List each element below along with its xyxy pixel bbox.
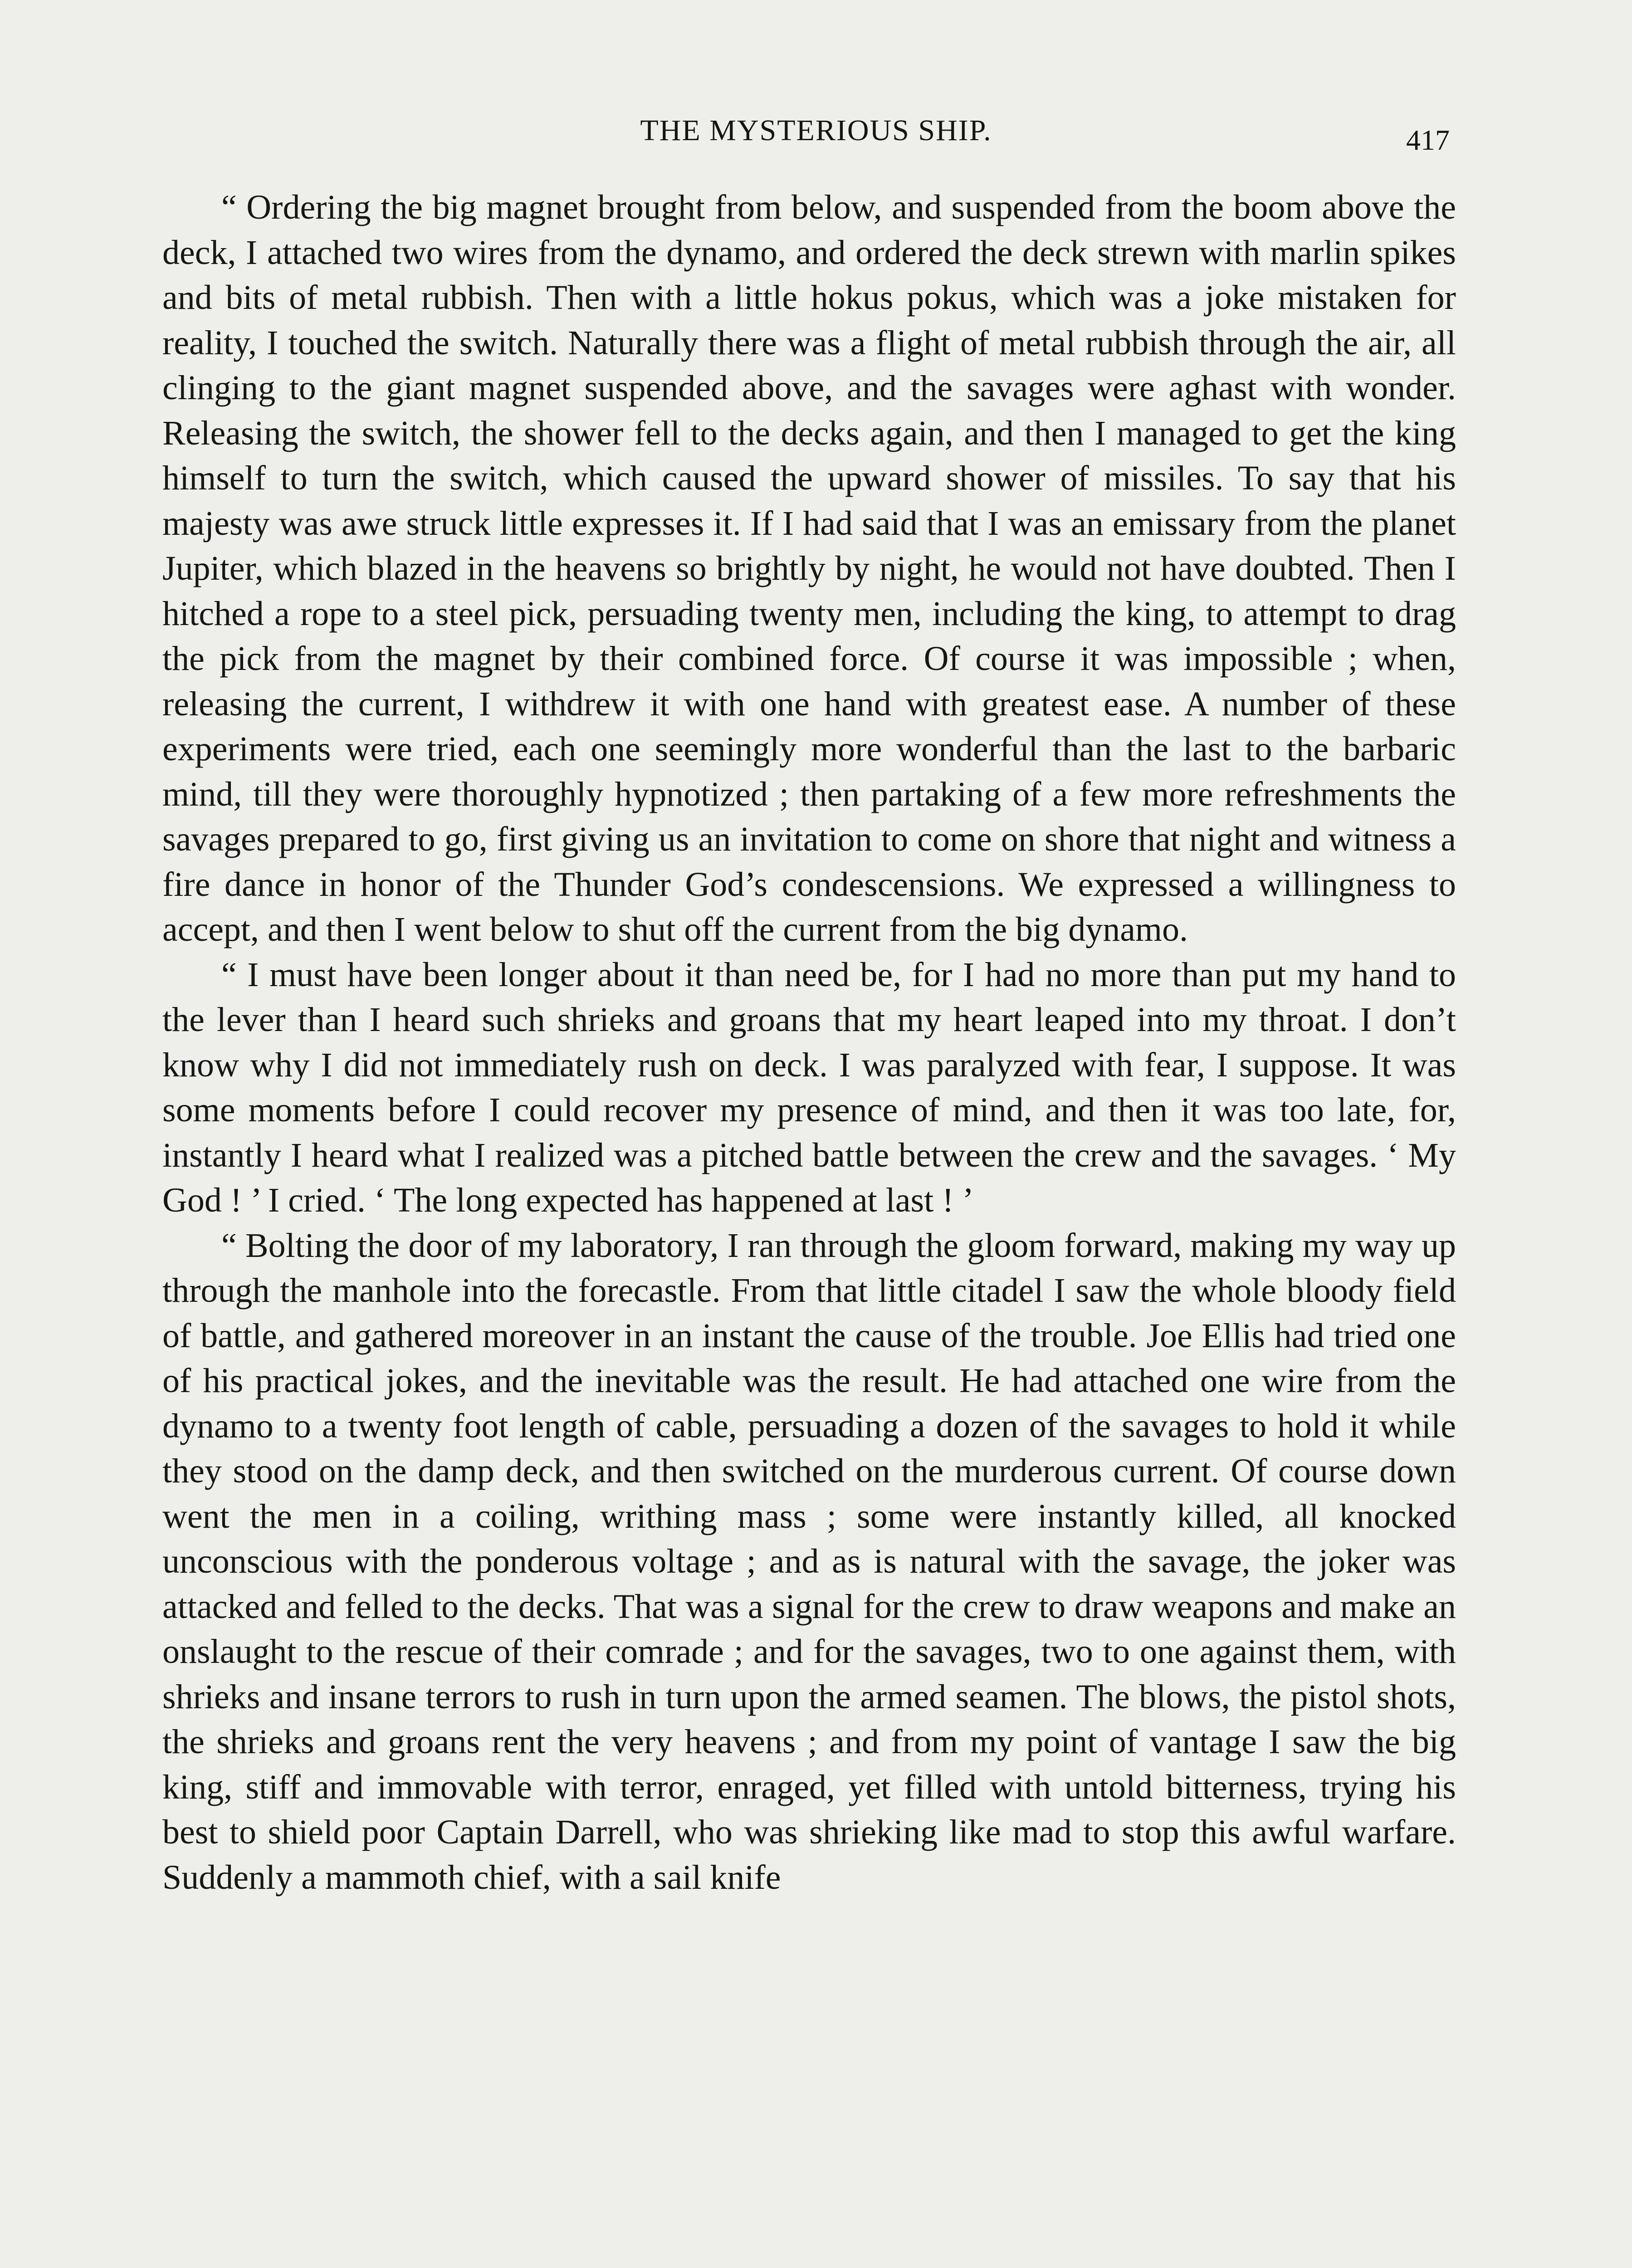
- paragraph-shrieks-below: “ I must have been longer about it than need be, for I had no more than put my hand to the lever than I heard such shrieks and groans that my heart leaped into my throat. I don’t know why I did not immediately rush on deck. I was paralyzed with fear, I suppose. It was some moments before I could recover my presence of mind, and then it was too late, for, instantly I heard what I realized was a pitched battle between the crew and the savages. ‘ My God ! ’ I cried. ‘ The long expected has happened at last ! ’: [162, 955, 1456, 1219]
- paragraph-battle-forecastle: “ Bolting the door of my laboratory, I ran through the gloom forward, making my way up through the manhole into the forecastle. From that little citadel I saw the whole bloody field of battle, and gathered moreover in an instant the cause of the trouble. Joe Ellis had tried one of his practical jokes, and the inevitable was the result. He had attached one wire from the dynamo to a twenty foot length of cable, persuading a dozen of the savages to hold it while they stood on the damp deck, and then switched on the murderous current. Of course down went the men in a coiling, writhing mass ; some were instantly killed, all knocked unconscious with the ponderous voltage ; and as is natural with the savage, the joker was attacked and felled to the decks. That was a signal for the crew to draw weapons and make an onslaught to the rescue of their comrade ; and for the savages, two to one against them, with shrieks and insane terrors to rush in turn upon the armed seamen. The blows, the pistol shots, the shrieks and groans rent the very heavens ; and from my point of vantage I saw the big king, stiff and immovable with terror, enraged, yet filled with untold bitterness, trying his best to shield poor Captain Darrell, who was shrieking like mad to stop this awful warfare. Suddenly a mammoth chief, with a sail knife: [162, 1226, 1456, 1897]
- paragraph-magnet-demonstration: “ Ordering the big magnet brought from below, and suspended from the boom above the deck, I attached two wires from the dynamo, and ordered the deck strewn with marlin spikes and bits of metal rubbish. Then with a little hokus pokus, which was a joke mistaken for reality, I touched the switch. Naturally there was a flight of metal rubbish through the air, all clinging to the giant magnet suspended above, and the savages were aghast with wonder. Releasing the switch, the shower fell to the decks again, and then I managed to get the king himself to turn the switch, which caused the upward shower of missiles. To say that his majesty was awe struck little expresses it. If I had said that I was an emissary from the planet Jupiter, which blazed in the heavens so brightly by night, he would not have doubted. Then I hitched a rope to a steel pick, persuading twenty men, including the king, to attempt to drag the pick from the magnet by their combined force. Of course it was impossible ; when, releasing the current, I withdrew it with one hand with greatest ease. A number of these experiments were tried, each one seemingly more wonderful than the last to the barbaric mind, till they were thoroughly hypnotized ; then partaking of a few more refreshments the savages prepared to go, first giving us an invitation to come on shore that night and witness a fire dance in honor of the Thunder God’s condescensions. We expressed a willingness to accept, and then I went below to shut off the current from the big dynamo.: [162, 188, 1456, 948]
- running-head-title: THE MYSTERIOUS SHIP.: [640, 114, 992, 147]
- body-text: [162, 185, 1456, 1900]
- page-number: 417: [1406, 124, 1450, 156]
